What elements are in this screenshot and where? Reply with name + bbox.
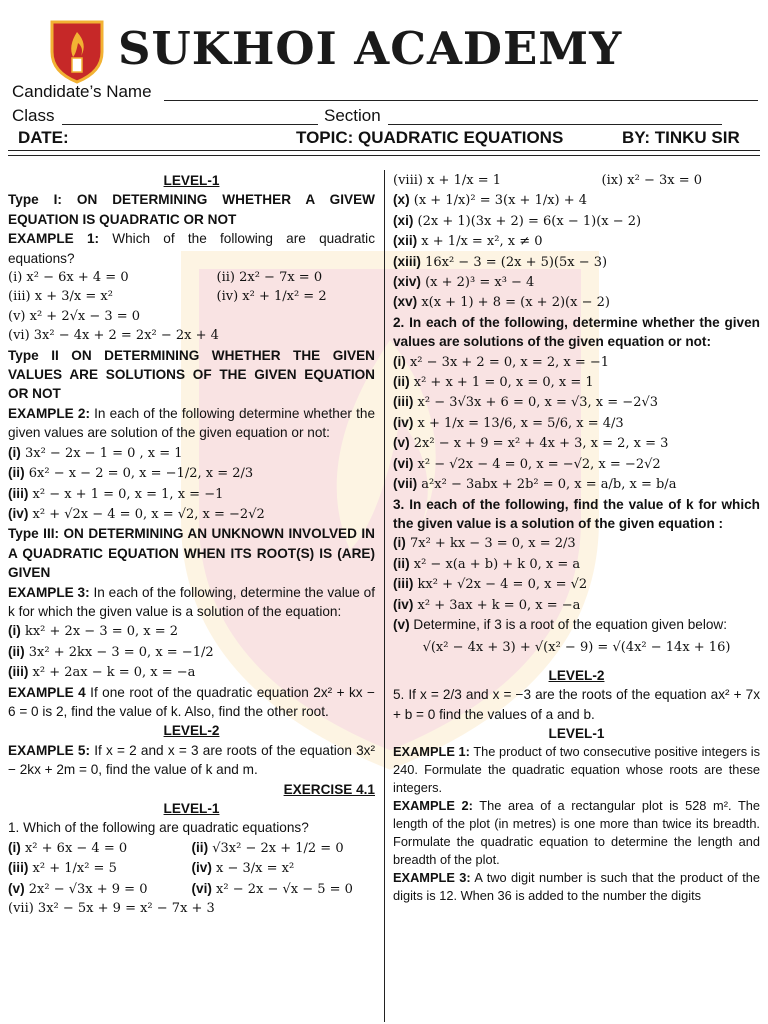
question1: 1. Which of the following are quadratic equations? <box>8 820 309 836</box>
example1-text: Which of the following are quadratic equations? <box>8 231 375 266</box>
item-number: (iv) <box>8 505 29 521</box>
item-number: (ii) <box>393 555 410 571</box>
ex2-item: 6x² − x − 2 = 0, x = −1/2, x = 2/3 <box>24 466 254 482</box>
item-number: (i) <box>393 353 406 369</box>
item-number: (xiii) <box>393 253 421 269</box>
ex1-item: (ii) 2x² − 7x = 0 <box>216 270 323 286</box>
exercise-heading: EXERCISE 4.1 <box>283 781 375 797</box>
q3-item: kx² + √2x − 4 = 0, x = √2 <box>413 577 588 593</box>
q1-item: x² − 2x − √x − 5 = 0 <box>211 881 353 897</box>
candidate-name-label: Candidate’s Name <box>12 82 152 101</box>
ex1-item: (i) x² − 6x + 4 = 0 <box>8 270 129 286</box>
item-number: (i) <box>8 444 21 460</box>
ex2-item: x² + √2x − 4 = 0, x = √2, x = −2√2 <box>28 506 265 522</box>
ex1-item: (iii) x + 3/x = x² <box>8 289 113 305</box>
q2-item: x² − 3√3x + 6 = 0, x = √3, x = −2√3 <box>413 395 659 411</box>
column-divider <box>384 170 385 1022</box>
item-number: (iv) <box>191 860 212 876</box>
example3-text: A two digit number is such that the product of the digits is 12. When 36 is added to the number the digits <box>393 869 760 903</box>
q1-item: x² + 6x − 4 = 0 <box>20 840 128 856</box>
item-number: (iv) <box>393 414 414 430</box>
q2-item: x² − 3x + 2 = 0, x = 2, x = −1 <box>405 354 610 370</box>
type2-heading: Type II ON DETERMINING WHETHER THE GIVEN VALUES ARE SOLUTIONS OF THE GIVEN EQUATION OR NOT <box>8 347 375 402</box>
ex2-item: 3x² − 2x − 1 = 0 , x = 1 <box>20 445 183 461</box>
q2-item: x + 1/x = 13/6, x = 5/6, x = 4/3 <box>413 415 624 431</box>
level-heading: LEVEL-2 <box>548 667 605 683</box>
example2-text: In each of the following determine whether the given values are solution of the given equation or not: <box>8 405 376 441</box>
q1-item: (vii) 3x² − 5x + 9 = x² − 7x + 3 <box>8 901 215 917</box>
example3-heading: EXAMPLE 3: <box>8 584 90 600</box>
item-number: (ii) <box>191 839 209 855</box>
topic-title: TOPIC: QUADRATIC EQUATIONS <box>296 128 564 147</box>
q1-item: (viii) x + 1/x = 1 <box>393 173 501 188</box>
author-name: BY: TINKU SIR <box>622 128 740 147</box>
type1-heading: Type I: ON DETERMINING WHETHER A GIVEW EQUATION IS QUADRATIC OR NOT <box>8 192 375 227</box>
example5-text: If x = 2 and x = 3 are roots of the equation 3x² − 2kx + 2m = 0, find the value of k and m. <box>8 742 375 778</box>
example4-text: If one root of the quadratic equation 2x² + kx − 6 = 0 is 2, find the value of k. Also, find the other root. <box>8 684 375 719</box>
example1-heading: EXAMPLE 1: <box>393 744 470 760</box>
example5-heading: EXAMPLE 5: <box>8 742 91 758</box>
academy-logo-icon <box>48 18 106 84</box>
section-field[interactable] <box>388 124 722 125</box>
right-column <box>393 171 760 905</box>
item-number: (iv) <box>393 596 414 612</box>
date-label: DATE: <box>18 128 69 147</box>
question3: 3. In each of the following, find the value of k for which the given value is a solution of the given equation : <box>393 496 760 531</box>
item-number: (xiv) <box>393 274 421 290</box>
academy-name: SUKHOI ACADEMY <box>118 22 623 75</box>
q1-item: x + 1/x = x², x ≠ 0 <box>417 234 543 250</box>
question2: 2. In each of the following, determine whether the given values are solutions of the given equation or not: <box>393 314 760 350</box>
example2-heading: EXAMPLE 2: <box>8 405 90 421</box>
q1-item: (x + 1/x)² = 3(x + 1/x) + 4 <box>409 193 588 209</box>
q1-item: 16x² − 3 = (2x + 5)(5x − 3) <box>420 254 608 270</box>
example2-text: The area of a rectangular plot is 528 m². The length of the plot (in metres) is one more than twice its breadth. Formulate the quadratic equation to determine the length and breadth of the plot. <box>393 798 760 867</box>
item-number: (iii) <box>393 394 414 410</box>
candidate-name-field[interactable] <box>164 100 758 101</box>
item-number: (xv) <box>393 294 418 310</box>
left-column <box>8 171 375 918</box>
item-number: (vii) <box>393 476 418 492</box>
item-number: (i) <box>393 535 406 551</box>
item-number: (vi) <box>393 455 414 471</box>
q2-item: a²x² − 3abx + 2b² = 0, x = a/b, x = b/a <box>417 477 677 493</box>
item-number: (iii) <box>8 860 29 876</box>
q1-item: x(x + 1) + 8 = (x + 2)(x − 2) <box>417 295 610 311</box>
ex3-item: x² + 2ax − k = 0, x = −a <box>28 665 196 681</box>
example2-heading: EXAMPLE 2: <box>393 798 473 814</box>
item-number: (v) <box>393 616 410 632</box>
level-heading: LEVEL-1 <box>163 801 220 816</box>
q2-item: x² − √2x − 4 = 0, x = −√2, x = −2√2 <box>413 456 661 472</box>
q1-item: (x + 2)³ = x³ − 4 <box>420 275 535 291</box>
example3-text: In each of the following, determine the value of k for which the given value is a solution of the equation: <box>8 584 375 619</box>
q3-item: 7x² + kx − 3 = 0, x = 2/3 <box>405 536 576 552</box>
example1-text: The product of two consecutive positive integers is 240. Formulate the quadratic equation whose roots are these integers. <box>393 744 760 796</box>
item-number: (ii) <box>393 374 410 390</box>
q2-item: 2x² − x + 9 = x² + 4x + 3, x = 2, x = 3 <box>409 436 669 452</box>
level-heading: LEVEL-2 <box>163 723 220 739</box>
q3-item: x² − x(a + b) + k 0, x = a <box>409 556 581 572</box>
q1-item: 2x² − √3x + 9 = 0 <box>24 881 148 897</box>
ex2-item: x² − x + 1 = 0, x = 1, x = −1 <box>28 486 224 502</box>
item-number: (iii) <box>8 485 29 501</box>
ex3-item: 3x² + 2kx − 3 = 0, x = −1/2 <box>24 644 214 660</box>
ex3-item: kx² + 2x − 3 = 0, x = 2 <box>20 624 179 640</box>
q3-item: x² + 3ax + k = 0, x = −a <box>413 597 581 613</box>
level-heading: LEVEL-1 <box>548 725 605 741</box>
class-label: Class <box>12 106 55 125</box>
example1-heading: EXAMPLE 1: <box>8 231 100 247</box>
item-number: (v) <box>8 880 25 896</box>
item-number: (x) <box>393 192 410 208</box>
radical-equation: √(x² − 4x + 3) + √(x² − 9) = √(4x² − 14x + 16) <box>422 640 731 656</box>
item-number: (v) <box>393 435 410 451</box>
example3-heading: EXAMPLE 3: <box>393 869 471 885</box>
ex1-item: (vi) 3x² − 4x + 2 = 2x² − 2x + 4 <box>8 328 219 344</box>
header-divider-2 <box>8 155 760 156</box>
section-label: Section <box>324 106 381 125</box>
question5: 5. If x = 2/3 and x = −3 are the roots of the equation ax² + 7x + b = 0 find the values of a and b. <box>393 687 760 722</box>
q1-item: (2x + 1)(3x + 2) = 6(x − 1)(x − 2) <box>413 213 642 229</box>
item-number: (xii) <box>393 233 418 249</box>
header-divider <box>8 150 760 151</box>
item-number: (ii) <box>8 643 25 659</box>
item-number: (ii) <box>8 465 25 481</box>
example4-heading: EXAMPLE 4 <box>8 684 86 700</box>
type3-heading: Type III: ON DETERMINING AN UNKNOWN INVOLVED IN A QUADRATIC EQUATION WHEN ITS ROOT(S) IS (ARE) GIVEN <box>8 526 375 581</box>
item-number: (i) <box>8 839 21 855</box>
level-heading: LEVEL-1 <box>163 173 220 188</box>
item-number: (iii) <box>8 664 29 680</box>
q3-v-text: Determine, if 3 is a root of the equation given below: <box>409 616 727 632</box>
item-number: (vi) <box>191 880 212 896</box>
q1-item: √3x² − 2x + 1/2 = 0 <box>208 840 344 856</box>
item-number: (xi) <box>393 212 414 228</box>
ex1-item: (iv) x² + 1/x² = 2 <box>216 289 327 305</box>
item-number: (iii) <box>393 576 414 592</box>
q1-item: x² + 1/x² = 5 <box>28 861 117 877</box>
class-field[interactable] <box>62 124 318 125</box>
ex1-item: (v) x² + 2√x − 3 = 0 <box>8 308 141 324</box>
q1-item: x − 3/x = x² <box>211 861 295 877</box>
q2-item: x² + x + 1 = 0, x = 0, x = 1 <box>409 375 594 391</box>
q1-item: (ix) x² − 3x = 0 <box>601 173 702 188</box>
item-number: (i) <box>8 623 21 639</box>
